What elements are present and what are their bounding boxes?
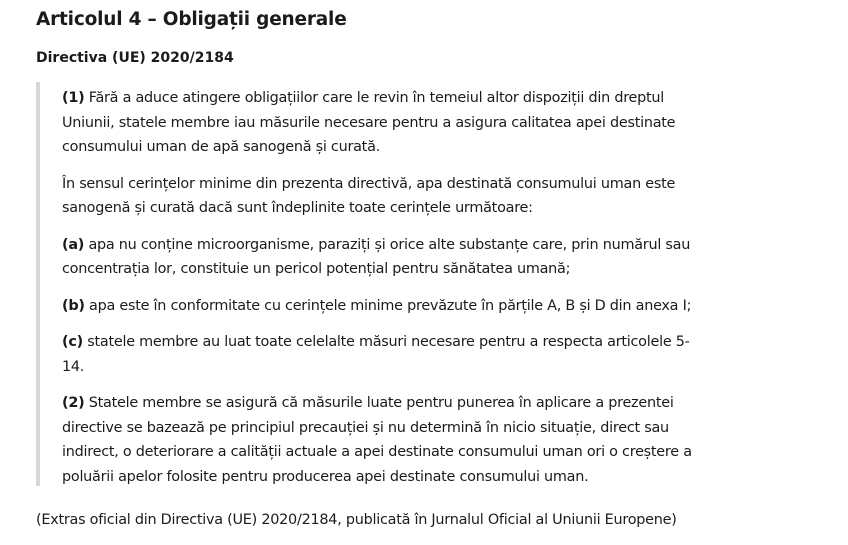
paragraph-text: statele membre au luat toate celelalte măsuri necesare pentru a respecta articolele 5-14. <box>62 334 690 375</box>
directive-reference: Directiva (UE) 2020/2184 <box>36 50 234 66</box>
paragraph-text: Statele membre se asigură că măsurile luate pentru punerea în aplicare a prezentei directive se bazează pe principiul precauției și nu determină în nicio situație, direct sau indirect, o deteriorare a calității actuale a apei destinate consumului uman ori o creștere a poluării apelor folosite pentru producerea apei destinate consumului uman. <box>62 395 692 485</box>
paragraph-marker: (2) <box>62 395 85 411</box>
paragraph-2 <box>62 391 704 489</box>
paragraph-marker: (a) <box>62 236 85 253</box>
paragraph-text: apa nu conține microorganisme, paraziți și orice alte substanțe care, prin numărul sau concentrația lor, constituie un pericol potențial pentru sănătatea umană; <box>62 236 691 277</box>
paragraph-a <box>62 233 704 282</box>
paragraph-c <box>62 330 704 379</box>
paragraph-1 <box>62 86 704 160</box>
paragraph-requirements-intro <box>62 172 704 221</box>
article-title: Articolul 4 – Obligații generale <box>36 9 347 30</box>
paragraph-marker: (1) <box>62 90 85 106</box>
paragraph-marker: (c) <box>62 334 83 350</box>
source-note: (Extras oficial din Directiva (UE) 2020/2184, publicată în Jurnalul Oficial al Uniunii Europene) <box>36 512 677 528</box>
paragraph-marker: (b) <box>62 297 85 314</box>
paragraph-text: Fără a aduce atingere obligațiilor care le revin în temeiul altor dispoziții din dreptul Uniunii, statele membre iau măsurile necesare pentru a asigura calitatea apei destinate consumului uman de apă sanogenă și curată. <box>62 90 676 155</box>
paragraph-text: apa este în conformitate cu cerințele minime prevăzute în părțile A, B și D din anexa I; <box>84 297 692 314</box>
paragraph-text: În sensul cerințelor minime din prezenta directivă, apa destinată consumului uman este sanogenă și curată dacă sunt îndeplinite toate cerințele următoare: <box>62 175 676 216</box>
article-blockquote <box>36 82 744 486</box>
paragraph-b <box>62 294 704 319</box>
article-container <box>36 6 836 486</box>
